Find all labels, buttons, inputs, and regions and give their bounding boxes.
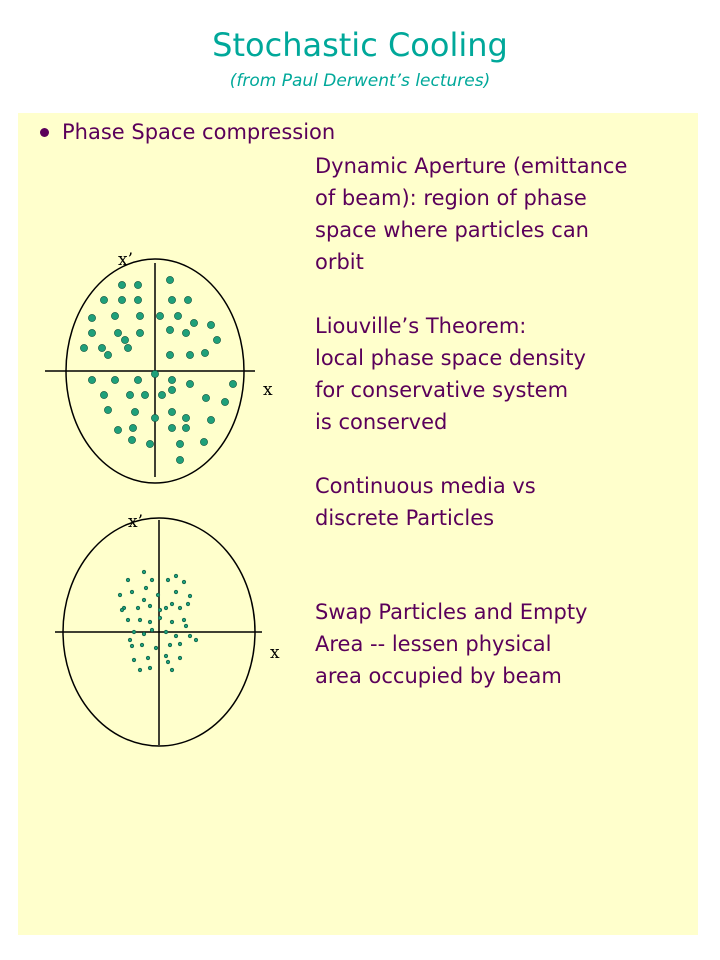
particle-dot: [134, 296, 141, 303]
particle-dot: [174, 312, 181, 319]
liouville-line: Liouville’s Theorem:: [315, 314, 527, 338]
particle-dot: [186, 602, 190, 606]
liouville-line: for conservative system: [315, 378, 569, 402]
particle-dot: [174, 574, 178, 578]
particle-dot: [128, 436, 135, 443]
particle-dot: [178, 656, 182, 660]
particle-dot: [126, 391, 133, 398]
particle-dot: [178, 606, 182, 610]
particle-dot: [229, 380, 236, 387]
particle-dot: [186, 380, 193, 387]
particle-dot: [168, 643, 172, 647]
swap-line: Area -- lessen physical: [315, 632, 552, 656]
particle-dot: [168, 376, 175, 383]
particle-dot: [104, 351, 111, 358]
particle-dot: [142, 632, 146, 636]
particle-dot: [200, 438, 207, 445]
particle-dot: [168, 386, 175, 393]
particle-dot: [111, 312, 118, 319]
particle-dot: [176, 456, 183, 463]
particle-dot: [186, 351, 193, 358]
particle-dot: [156, 593, 160, 597]
particle-dot: [98, 344, 105, 351]
bottom-x-axis-label: x: [270, 643, 280, 663]
swap-line: Swap Particles and Empty: [315, 600, 588, 624]
particle-dot: [158, 616, 162, 620]
particle-dot: [136, 312, 143, 319]
particle-dot: [141, 391, 148, 398]
particle-dot: [88, 376, 95, 383]
top-y-axis-label: x’: [118, 250, 133, 270]
particle-dot: [164, 630, 168, 634]
particle-dot: [182, 329, 189, 336]
bottom-y-axis-label: x’: [128, 512, 143, 532]
particle-dot: [146, 440, 153, 447]
particle-dot: [174, 590, 178, 594]
particle-dot: [148, 666, 152, 670]
particle-dot: [166, 660, 170, 664]
particle-dot: [148, 604, 152, 608]
top-particles: [80, 276, 236, 463]
particle-dot: [207, 321, 214, 328]
particle-dot: [184, 624, 188, 628]
particle-dot: [100, 391, 107, 398]
particle-dot: [166, 326, 173, 333]
particle-dot: [120, 608, 124, 612]
slide-subtitle: (from Paul Derwent’s lectures): [229, 71, 491, 91]
particle-dot: [136, 606, 140, 610]
particle-dot: [207, 416, 214, 423]
particle-dot: [182, 618, 186, 622]
bottom-phase-space-diagram: [55, 518, 262, 746]
particle-dot: [170, 602, 174, 606]
slide-title: Stochastic Cooling: [212, 26, 508, 64]
particle-dot: [131, 408, 138, 415]
particle-dot: [144, 586, 148, 590]
particle-dot: [150, 578, 154, 582]
particle-dot: [202, 394, 209, 401]
particle-dot: [166, 578, 170, 582]
liouville-line: local phase space density: [315, 346, 586, 370]
particle-dot: [88, 329, 95, 336]
liouville-line: is conserved: [315, 410, 448, 434]
particle-dot: [174, 634, 178, 638]
particle-dot: [184, 296, 191, 303]
particle-dot: [156, 312, 163, 319]
particle-dot: [118, 281, 125, 288]
top-x-axis-label: x: [263, 380, 273, 400]
particle-dot: [142, 598, 146, 602]
particle-dot: [188, 594, 192, 598]
particle-dot: [168, 424, 175, 431]
particle-dot: [100, 296, 107, 303]
particle-dot: [168, 296, 175, 303]
bullet-phase-space: Phase Space compression: [62, 120, 336, 144]
particle-dot: [104, 406, 111, 413]
aperture-line: of beam): region of phase: [315, 186, 587, 210]
particle-dot: [136, 329, 143, 336]
particle-dot: [130, 590, 134, 594]
continuous-line: discrete Particles: [315, 506, 495, 530]
particle-dot: [114, 329, 121, 336]
particle-dot: [188, 634, 192, 638]
particle-dot: [134, 281, 141, 288]
particle-dot: [142, 570, 146, 574]
particle-dot: [132, 630, 136, 634]
particle-dot: [201, 349, 208, 356]
particle-dot: [114, 426, 121, 433]
particle-dot: [126, 618, 130, 622]
particle-dot: [111, 376, 118, 383]
particle-dot: [118, 593, 122, 597]
particle-dot: [88, 314, 95, 321]
continuous-line: Continuous media vs: [315, 474, 536, 498]
particle-dot: [151, 370, 158, 377]
particle-dot: [164, 654, 168, 658]
particle-dot: [140, 643, 144, 647]
particle-dot: [170, 620, 174, 624]
particle-dot: [176, 440, 183, 447]
top-phase-space-diagram: [45, 259, 255, 483]
aperture-line: space where particles can: [315, 218, 589, 242]
particle-dot: [130, 644, 134, 648]
particle-dot: [128, 638, 132, 642]
particle-dot: [164, 606, 168, 610]
particle-dot: [170, 668, 174, 672]
particle-dot: [221, 398, 228, 405]
bottom-particles: [118, 570, 198, 672]
particle-dot: [178, 642, 182, 646]
particle-dot: [132, 658, 136, 662]
particle-dot: [150, 628, 154, 632]
particle-dot: [146, 656, 150, 660]
aperture-line: Dynamic Aperture (emittance: [315, 154, 628, 178]
particle-dot: [134, 376, 141, 383]
particle-dot: [166, 276, 173, 283]
particle-dot: [126, 578, 130, 582]
particle-dot: [138, 618, 142, 622]
particle-dot: [124, 344, 131, 351]
particle-dot: [182, 424, 189, 431]
particle-dot: [190, 319, 197, 326]
aperture-line: orbit: [315, 250, 364, 274]
particle-dot: [148, 620, 152, 624]
particle-dot: [80, 344, 87, 351]
particle-dot: [129, 424, 136, 431]
particle-dot: [158, 608, 162, 612]
particle-dot: [182, 580, 186, 584]
particle-dot: [154, 646, 158, 650]
particle-dot: [158, 391, 165, 398]
particle-dot: [194, 638, 198, 642]
particle-dot: [121, 336, 128, 343]
particle-dot: [213, 336, 220, 343]
particle-dot: [182, 414, 189, 421]
swap-line: area occupied by beam: [315, 664, 562, 688]
particle-dot: [168, 408, 175, 415]
particle-dot: [151, 414, 158, 421]
particle-dot: [118, 296, 125, 303]
particle-dot: [166, 351, 173, 358]
particle-dot: [138, 668, 142, 672]
